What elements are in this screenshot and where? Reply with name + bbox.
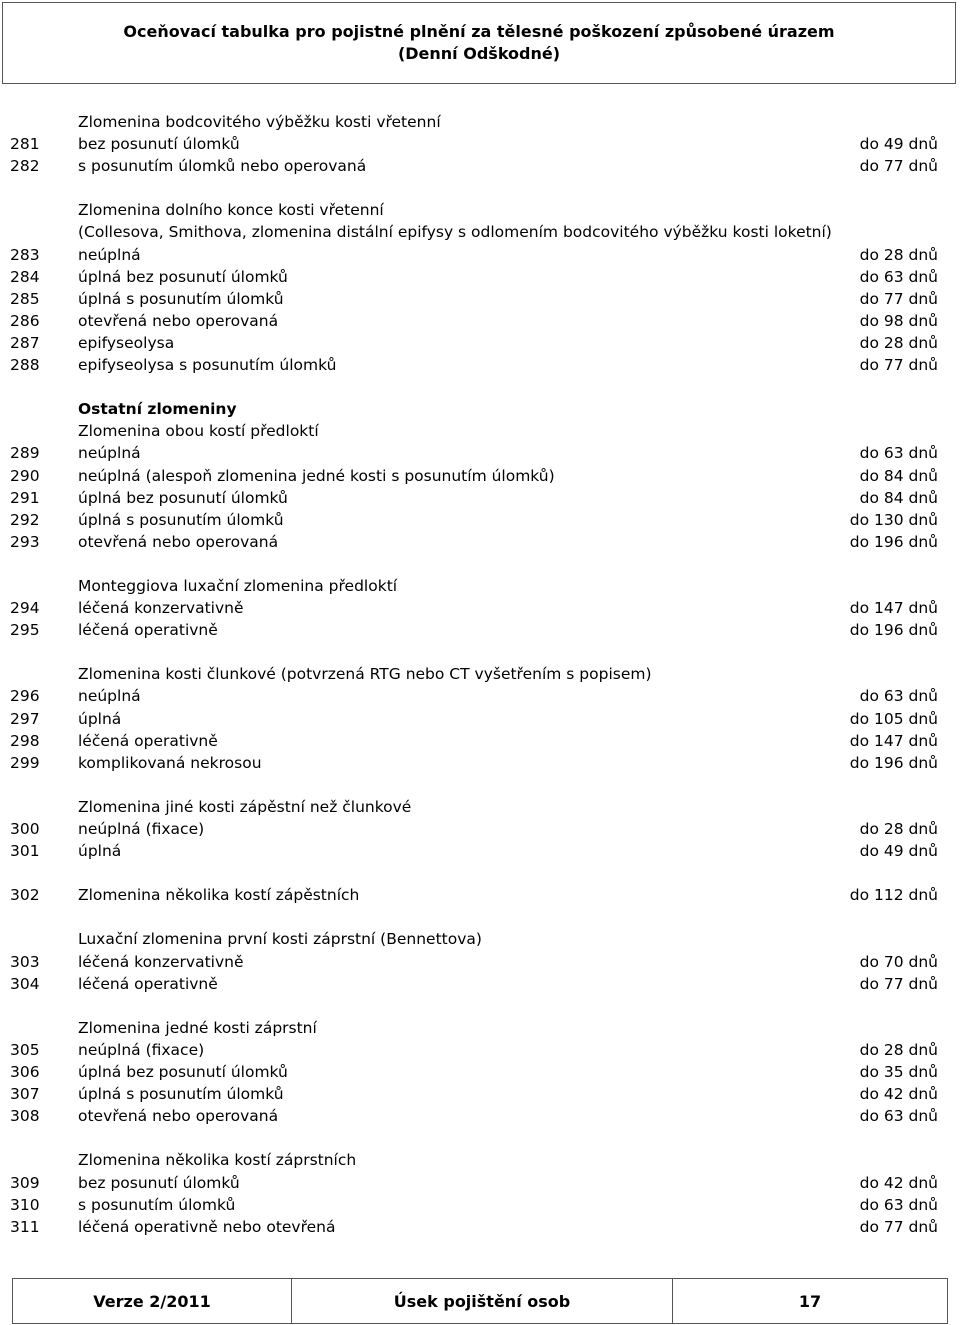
row-number: 286 xyxy=(10,311,40,330)
spacer-row xyxy=(0,906,960,928)
row-description: Zlomenina kosti člunkové (potvrzená RTG nebo CT vyšetřením s popisem) xyxy=(78,665,652,684)
section-heading xyxy=(0,1149,960,1171)
row-value: do 196 dnů xyxy=(849,621,938,640)
row-description: úplná xyxy=(78,842,122,861)
row-number: 292 xyxy=(10,510,40,529)
row-value: do 77 dnů xyxy=(859,356,938,375)
row-number: 311 xyxy=(10,1217,40,1236)
section-heading xyxy=(0,928,960,950)
spacer-row xyxy=(0,1127,960,1149)
spacer-row xyxy=(0,774,960,796)
table-row xyxy=(0,354,960,376)
row-value: do 77 dnů xyxy=(859,1217,938,1236)
row-number: 296 xyxy=(10,687,40,706)
row-number: 299 xyxy=(10,753,40,772)
row-description: otevřená nebo operovaná xyxy=(78,532,279,551)
table-row xyxy=(0,619,960,641)
spacer-row xyxy=(0,553,960,575)
row-value: do 42 dnů xyxy=(859,1085,938,1104)
table-row xyxy=(0,332,960,354)
header-title-line2: (Denní Odškodné) xyxy=(397,44,561,63)
row-number: 282 xyxy=(10,157,40,176)
row-description: epifyseolysa s posunutím úlomků xyxy=(78,356,337,375)
table-row xyxy=(0,155,960,177)
table-row xyxy=(0,730,960,752)
table-row xyxy=(0,442,960,464)
table-row xyxy=(0,708,960,730)
section-heading xyxy=(0,420,960,442)
row-description: neúplná xyxy=(78,444,141,463)
row-value: do 35 dnů xyxy=(859,1063,938,1082)
table-row xyxy=(0,840,960,862)
section-heading xyxy=(0,796,960,818)
row-description: úplná xyxy=(78,709,122,728)
row-description: úplná bez posunutí úlomků xyxy=(78,488,288,507)
row-description: Zlomenina bodcovitého výběžku kosti vřetenní xyxy=(78,113,441,131)
spacer-row xyxy=(0,862,960,884)
row-description: léčená operativně xyxy=(78,974,218,993)
row-description: léčená konzervativně xyxy=(78,952,244,971)
row-description: Zlomenina obou kostí předloktí xyxy=(78,422,319,441)
table-row xyxy=(0,1083,960,1105)
row-description: léčená operativně nebo otevřená xyxy=(78,1217,336,1236)
row-value: do 49 dnů xyxy=(859,135,938,154)
table-row xyxy=(0,818,960,840)
spacer-row xyxy=(0,376,960,398)
table-row xyxy=(0,1216,960,1238)
row-value: do 147 dnů xyxy=(849,731,938,750)
table-row xyxy=(0,752,960,774)
row-description: Zlomenina jiné kosti zápěstní než člunkové xyxy=(78,797,412,816)
row-number: 284 xyxy=(10,267,40,286)
row-description: neúplná (alespoň zlomenina jedné kosti s posunutím úlomků) xyxy=(78,466,555,485)
table-row xyxy=(0,487,960,509)
row-value: do 84 dnů xyxy=(859,488,938,507)
row-description: s posunutím úlomků xyxy=(78,1195,236,1214)
row-value: do 84 dnů xyxy=(859,466,938,485)
row-description: léčená operativně xyxy=(78,621,218,640)
rating-table xyxy=(0,111,960,1238)
row-number: 293 xyxy=(10,532,40,551)
row-value: do 77 dnů xyxy=(859,157,938,176)
row-number: 283 xyxy=(10,245,40,264)
section-heading xyxy=(0,111,960,133)
table-row xyxy=(0,133,960,155)
row-number: 305 xyxy=(10,1040,40,1059)
section-heading xyxy=(0,199,960,221)
table-row xyxy=(0,1105,960,1127)
row-description: s posunutím úlomků nebo operovaná xyxy=(78,157,367,176)
table-row xyxy=(0,244,960,266)
row-value: do 63 dnů xyxy=(859,687,938,706)
row-number: 307 xyxy=(10,1085,40,1104)
footer-page-number: 17 xyxy=(798,1291,822,1311)
row-value: do 105 dnů xyxy=(849,709,938,728)
row-number: 304 xyxy=(10,974,40,993)
row-value: do 70 dnů xyxy=(859,952,938,971)
row-number: 289 xyxy=(10,444,40,463)
row-number: 295 xyxy=(10,621,40,640)
table-row xyxy=(0,509,960,531)
row-number: 301 xyxy=(10,842,40,861)
row-value: do 196 dnů xyxy=(849,532,938,551)
row-number: 310 xyxy=(10,1195,40,1214)
row-description: Zlomenina jedné kosti záprstní xyxy=(78,1018,317,1037)
table-row xyxy=(0,531,960,553)
row-description: neúplná xyxy=(78,687,141,706)
section-heading xyxy=(0,575,960,597)
footer-version: Verze 2/2011 xyxy=(13,1279,292,1323)
section-heading xyxy=(0,1017,960,1039)
row-description: úplná bez posunutí úlomků xyxy=(78,1063,288,1082)
table-row xyxy=(0,465,960,487)
row-number: 285 xyxy=(10,289,40,308)
row-number: 291 xyxy=(10,488,40,507)
row-description: Zlomenina dolního konce kosti vřetenní xyxy=(78,201,384,220)
row-description: otevřená nebo operovaná xyxy=(78,311,279,330)
row-description: úplná s posunutím úlomků xyxy=(78,289,284,308)
row-number: 302 xyxy=(10,886,40,905)
row-value: do 28 dnů xyxy=(859,820,938,838)
row-number: 290 xyxy=(10,466,40,485)
row-value: do 77 dnů xyxy=(859,974,938,993)
table-row xyxy=(0,288,960,310)
row-number: 300 xyxy=(10,820,40,838)
row-description: (Collesova, Smithova, zlomenina distální epifysy s odlomením bodcovitého výběžku kosti loketní) xyxy=(78,223,832,242)
row-number: 309 xyxy=(10,1173,40,1192)
row-number: 297 xyxy=(10,709,40,728)
row-description: Luxační zlomenina první kosti záprstní (Bennettova) xyxy=(78,930,482,949)
row-description: léčená operativně xyxy=(78,731,218,750)
section-heading xyxy=(0,663,960,685)
row-number: 288 xyxy=(10,356,40,375)
row-description: léčená konzervativně xyxy=(78,599,244,618)
footer-department: Úsek pojištění osob xyxy=(292,1279,673,1323)
row-description: neúplná xyxy=(78,245,141,264)
row-description: komplikovaná nekrosou xyxy=(78,753,262,772)
table-row xyxy=(0,951,960,973)
row-value: do 63 dnů xyxy=(859,444,938,463)
row-number: 306 xyxy=(10,1063,40,1082)
row-description: Ostatní zlomeniny xyxy=(78,400,237,419)
row-description: Monteggiova luxační zlomenina předloktí xyxy=(78,576,398,595)
table-row xyxy=(0,1039,960,1061)
row-description: úplná bez posunutí úlomků xyxy=(78,267,288,286)
section-heading xyxy=(0,221,960,243)
table-row xyxy=(0,973,960,995)
row-number: 294 xyxy=(10,599,40,618)
row-description: Zlomenina několika kostí záprstních xyxy=(78,1151,357,1170)
row-description: bez posunutí úlomků xyxy=(78,1173,240,1192)
row-description: úplná s posunutím úlomků xyxy=(78,510,284,529)
row-number: 303 xyxy=(10,952,40,971)
table-row xyxy=(0,1194,960,1216)
row-description: epifyseolysa xyxy=(78,333,175,352)
row-value: do 98 dnů xyxy=(859,311,938,330)
table-row xyxy=(0,310,960,332)
row-description: Zlomenina několika kostí zápěstních xyxy=(78,886,360,905)
row-description: neúplná (fixace) xyxy=(78,820,205,838)
table-row xyxy=(0,884,960,906)
row-description: bez posunutí úlomků xyxy=(78,135,240,154)
section-heading xyxy=(0,398,960,420)
row-value: do 28 dnů xyxy=(859,333,938,352)
row-value: do 147 dnů xyxy=(849,599,938,618)
row-value: do 63 dnů xyxy=(859,1195,938,1214)
row-description: otevřená nebo operovaná xyxy=(78,1107,279,1126)
row-value: do 49 dnů xyxy=(859,842,938,861)
table-row xyxy=(0,685,960,707)
row-value: do 63 dnů xyxy=(859,267,938,286)
row-value: do 28 dnů xyxy=(859,245,938,264)
page-header xyxy=(2,2,956,84)
header-title-line1: Oceňovací tabulka pro pojistné plnění za tělesné poškození způsobené úrazem xyxy=(123,22,835,41)
row-value: do 63 dnů xyxy=(859,1107,938,1126)
row-number: 308 xyxy=(10,1107,40,1126)
table-row xyxy=(0,1172,960,1194)
row-description: neúplná (fixace) xyxy=(78,1040,205,1059)
row-value: do 77 dnů xyxy=(859,289,938,308)
spacer-row xyxy=(0,177,960,199)
spacer-row xyxy=(0,995,960,1017)
row-value: do 130 dnů xyxy=(849,510,938,529)
table-row xyxy=(0,1061,960,1083)
row-description: úplná s posunutím úlomků xyxy=(78,1085,284,1104)
row-value: do 112 dnů xyxy=(849,886,938,905)
page-footer xyxy=(12,1278,948,1324)
table-row xyxy=(0,266,960,288)
spacer-row xyxy=(0,641,960,663)
row-number: 281 xyxy=(10,135,40,154)
row-value: do 196 dnů xyxy=(849,753,938,772)
row-value: do 42 dnů xyxy=(859,1173,938,1192)
table-row xyxy=(0,597,960,619)
row-number: 298 xyxy=(10,731,40,750)
row-number: 287 xyxy=(10,333,40,352)
row-value: do 28 dnů xyxy=(859,1040,938,1059)
